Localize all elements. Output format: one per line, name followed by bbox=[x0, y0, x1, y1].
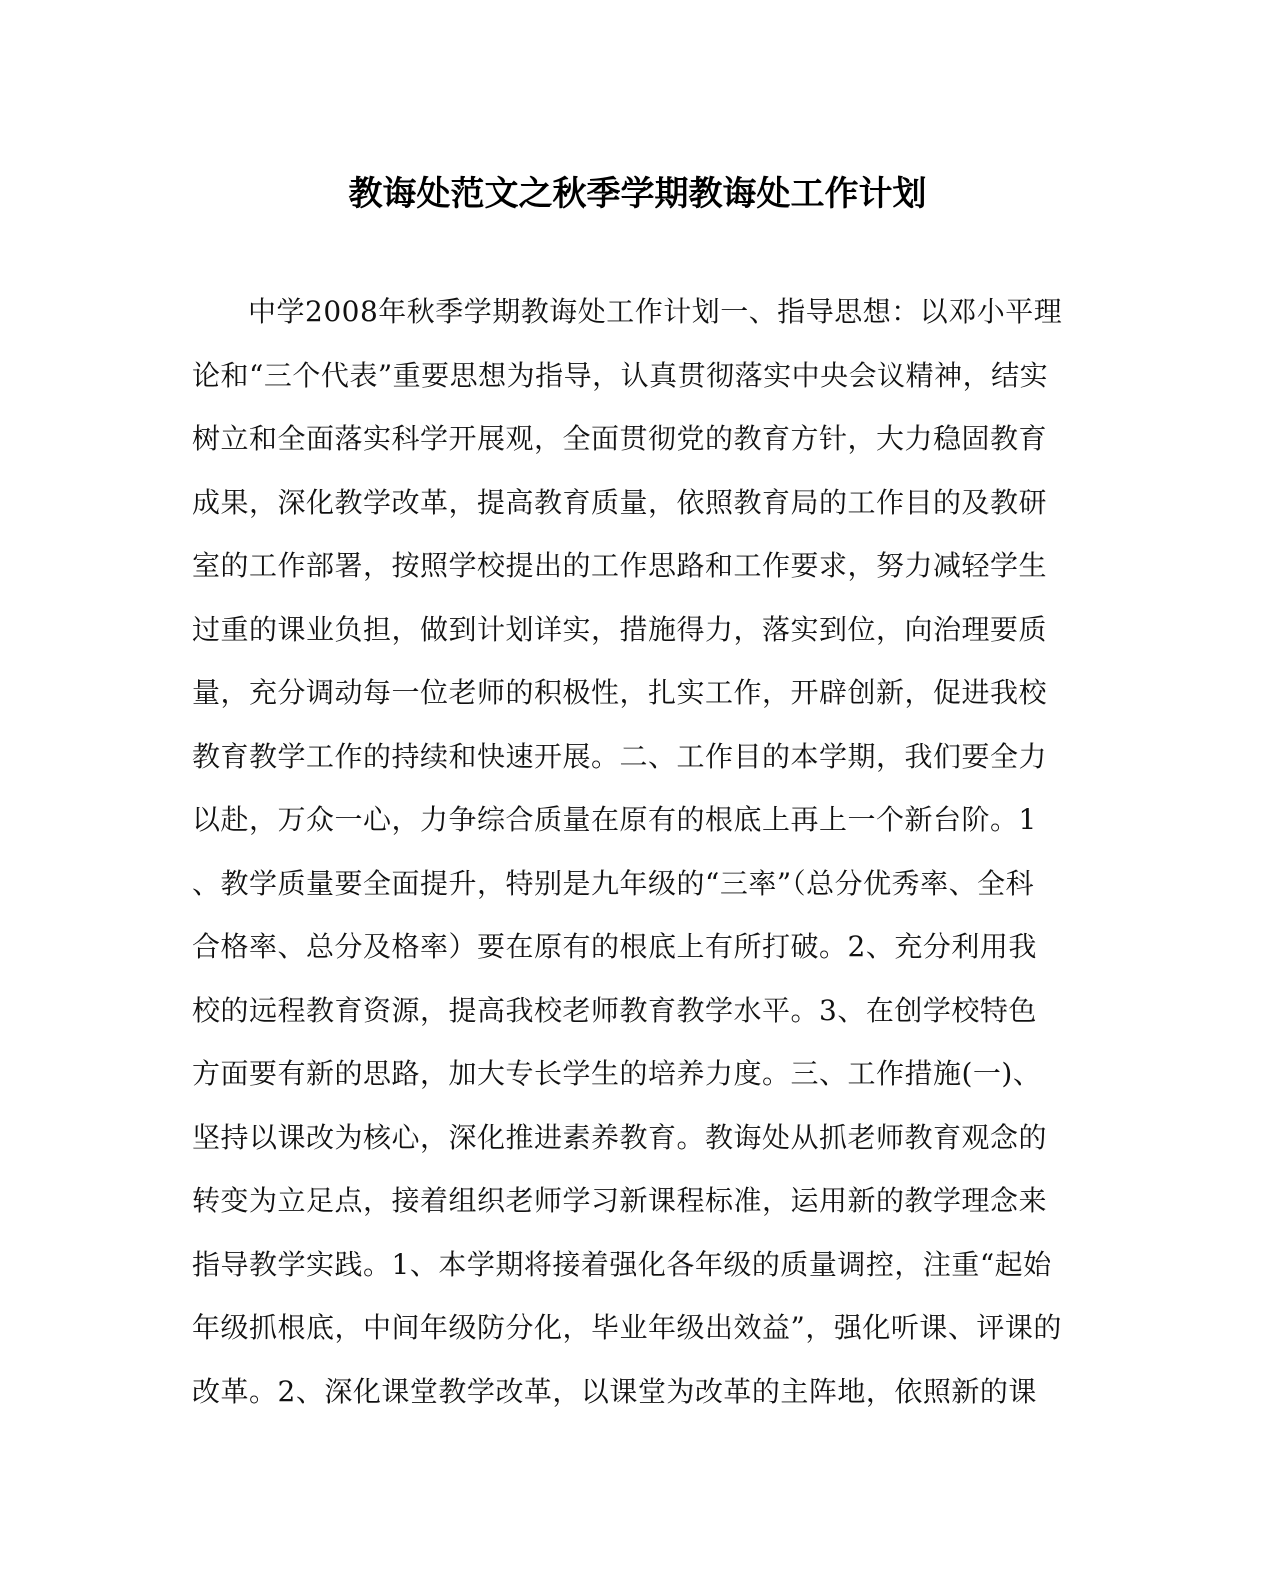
body-line-7: 量，充分调动每一位老师的积极性，扎实工作，开辟创新，促进我校 bbox=[192, 676, 1048, 709]
body-line-12: 校的远程教育资源，提高我校老师教育教学水平。3、在创学校特色 bbox=[192, 993, 1037, 1027]
body-line-10: 、教学质量要全面提升，特别是九年级的“三率”（总分优秀率、全科 bbox=[192, 866, 1035, 900]
body-line-9: 以赴，万众一心，力争综合质量在原有的根底上再上一个新台阶。1 bbox=[192, 803, 1037, 836]
body-line-18: 改革。2、深化课堂教学改革，以课堂为改革的主阵地，依照新的课 bbox=[192, 1374, 1037, 1408]
body-line-8: 教育教学工作的持续和快速开展。二、工作目的本学期，我们要全力 bbox=[192, 739, 1048, 773]
body-line-14: 坚持以课改为核心，深化推进素养教育。教诲处从抓老师教育观念的 bbox=[192, 1120, 1048, 1154]
document-body bbox=[192, 280, 1072, 1423]
body-line-6: 过重的课业负担，做到计划详实，措施得力，落实到位，向治理要质 bbox=[192, 612, 1048, 646]
body-line-1: 中学2008年秋季学期教诲处工作计划一、指导思想：以邓小平理 bbox=[248, 295, 1063, 328]
body-line-13: 方面要有新的思路，加大专长学生的培养力度。三、工作措施(一)、 bbox=[192, 1057, 1042, 1090]
body-line-5: 室的工作部署，按照学校提出的工作思路和工作要求，努力减轻学生 bbox=[192, 549, 1048, 582]
body-line-15: 转变为立足点，接着组织老师学习新课程标准，运用新的教学理念来 bbox=[192, 1184, 1048, 1217]
body-line-16: 指导教学实践。1、本学期将接着强化各年级的质量调控，注重“起始 bbox=[192, 1247, 1052, 1281]
body-line-3: 树立和全面落实科学开展观，全面贯彻党的教育方针，大力稳固教育 bbox=[192, 422, 1048, 455]
body-line-2: 论和“三个代表”重要思想为指导，认真贯彻落实中央会议精神，结实 bbox=[192, 358, 1049, 392]
body-line-11: 合格率、总分及格率）要在原有的根底上有所打破。2、充分利用我 bbox=[192, 930, 1037, 963]
body-line-4: 成果，深化教学改革，提高教育质量，依照教育局的工作目的及教研 bbox=[192, 485, 1048, 519]
document-title: 教诲处范文之秋季学期教诲处工作计划 bbox=[348, 174, 927, 214]
body-line-17: 年级抓根底，中间年级防分化，毕业年级出效益”，强化听课、评课的 bbox=[192, 1311, 1062, 1344]
